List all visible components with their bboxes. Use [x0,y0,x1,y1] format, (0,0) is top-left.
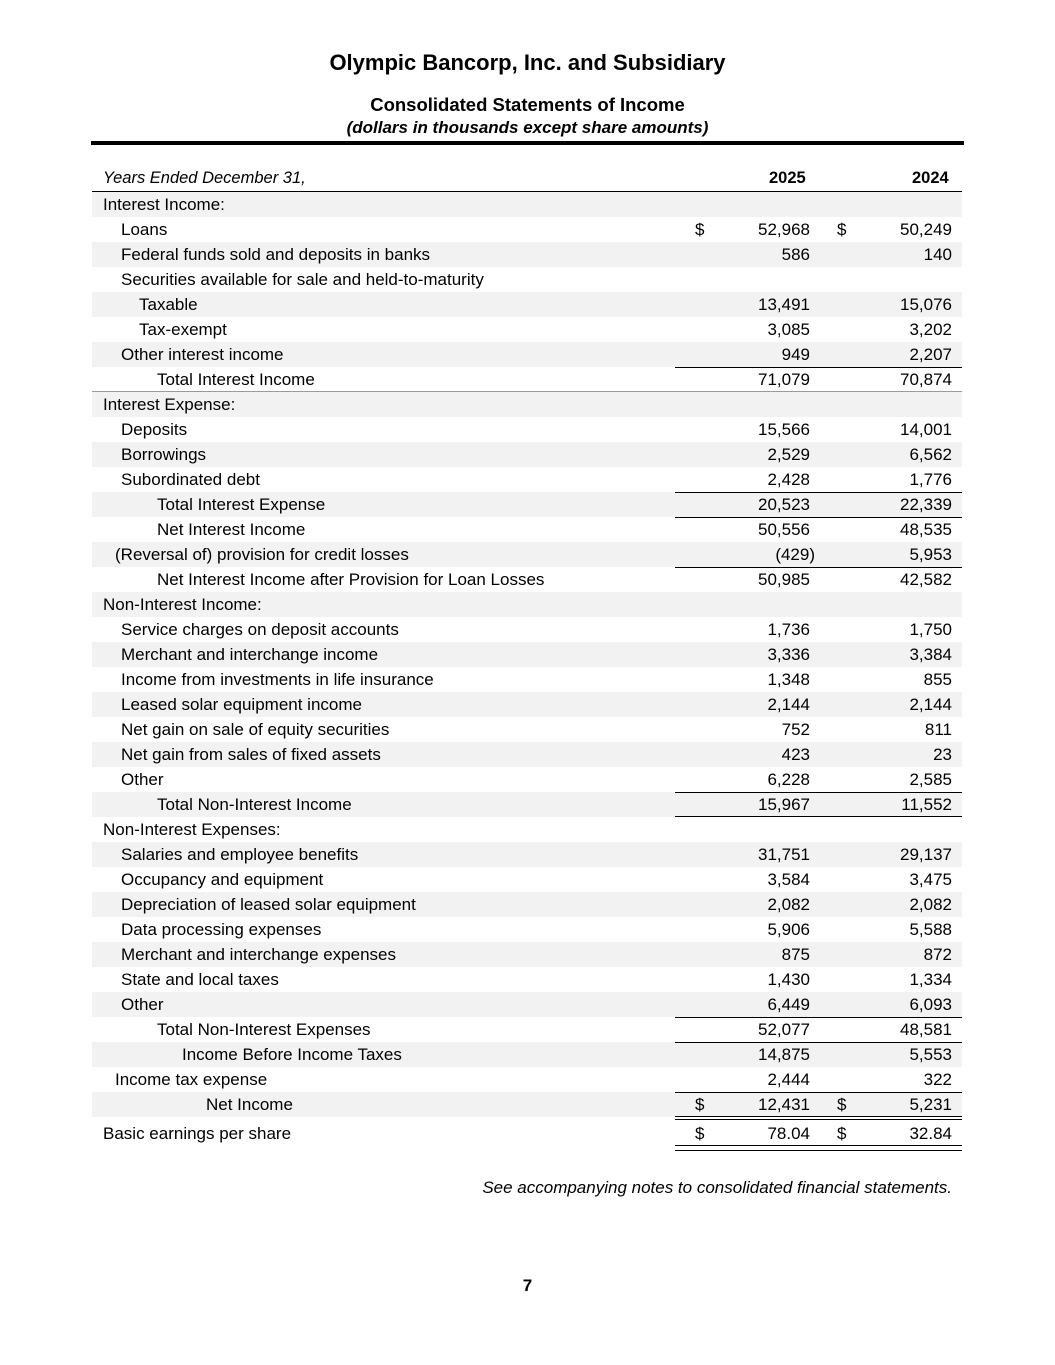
table-row [92,642,962,667]
value-2025: 15,967 [758,795,810,814]
currency-symbol: $ [695,220,705,239]
row-label: Total Interest Expense [157,495,326,514]
value-2024: 872 [923,945,952,964]
row-label: Interest Expense: [103,395,236,414]
table-row [92,442,962,467]
row-label: Federal funds sold and deposits in banks [121,245,431,264]
value-2025: (429) [775,545,815,564]
row-label: Merchant and interchange income [121,645,379,664]
table-row [92,767,962,792]
value-2025: 5,906 [767,920,810,939]
row-label: Net Interest Income [157,520,306,539]
table-row [92,892,962,917]
row-label: (Reversal of) provision for credit losses [115,545,409,564]
value-2025: 50,985 [758,570,810,589]
value-2024: 48,581 [900,1020,952,1039]
value-2024: 6,562 [909,445,952,464]
header-rule [91,141,964,145]
value-2025: 52,968 [758,220,810,239]
years-label: Years Ended December 31, [103,169,306,187]
table-row [92,242,962,267]
section-interest-income [92,192,962,217]
value-2024: 29,137 [900,845,952,864]
statement-title: Consolidated Statements of Income [370,94,685,115]
row-label: Subordinated debt [121,470,260,489]
row-label: Leased solar equipment income [121,695,362,714]
value-2025: 423 [781,745,810,764]
row-label: Net gain from sales of fixed assets [121,745,381,764]
row-label: Securities available for sale and held-to-maturity [121,270,484,289]
value-2024: 5,953 [909,545,952,564]
section-non-interest-income [92,592,962,617]
value-2024: 2,144 [909,695,952,714]
value-2025: 71,079 [758,370,810,389]
total-row [92,567,962,592]
total-row [92,517,962,542]
value-2024: 14,001 [900,420,952,439]
row-label: Net Interest Income after Provision for Loan Losses [157,570,545,589]
value-2024: 1,750 [909,620,952,639]
value-2025: 2,444 [767,1070,810,1089]
double-underline [675,1145,962,1151]
value-2024: 322 [923,1070,952,1089]
table-row [92,417,962,442]
currency-symbol: $ [695,1124,705,1143]
row-label: Data processing expenses [121,920,322,939]
value-2024: 855 [923,670,952,689]
row-label: Total Non-Interest Income [157,795,352,814]
currency-symbol: $ [837,1095,847,1114]
row-label: Other interest income [121,345,284,364]
page-number: 7 [522,1276,533,1295]
value-2025: 50,556 [758,520,810,539]
table-row [92,542,962,567]
value-2024: 1,776 [909,470,952,489]
row-label: Income tax expense [115,1070,268,1089]
table-header [92,167,962,192]
table-row [92,467,962,492]
row-label: Taxable [139,295,198,314]
value-2024: 3,202 [909,320,952,339]
value-2024: 48,535 [900,520,952,539]
earnings-per-share-row [92,1117,962,1151]
value-2025: 31,751 [758,845,810,864]
row-label: Salaries and employee benefits [121,845,359,864]
value-2025: 1,736 [767,620,810,639]
table-row [92,717,962,742]
value-2025: 20,523 [758,495,810,514]
row-label: Total Interest Income [157,370,315,389]
value-2025: 13,491 [758,295,810,314]
value-2025: 6,228 [767,770,810,789]
company-name: Olympic Bancorp, Inc. and Subsidiary [329,50,726,75]
table-row [92,317,962,342]
statement-subtitle: (dollars in thousands except share amounts) [346,118,709,137]
table-row [92,842,962,867]
table-row [92,992,962,1017]
row-label: Other [121,995,164,1014]
net-income-row [92,1092,962,1117]
row-label: State and local taxes [121,970,279,989]
table-row [92,942,962,967]
value-2024: 6,093 [909,995,952,1014]
value-2025: 6,449 [767,995,810,1014]
eps-2024: 32.84 [909,1124,952,1143]
value-2024: 2,082 [909,895,952,914]
value-2024: 811 [924,720,952,739]
value-2025: 52,077 [758,1020,810,1039]
value-2024: 42,582 [900,570,952,589]
row-label: Income Before Income Taxes [182,1045,402,1064]
row-label: Non-Interest Income: [103,595,262,614]
total-row [92,367,962,392]
section-interest-expense [92,392,962,417]
row-label: Net Income [206,1095,293,1114]
table-row [92,1067,962,1092]
row-label: Loans [121,220,168,239]
total-row [92,1017,962,1042]
table-row [92,692,962,717]
row-label: Net gain on sale of equity securities [121,720,390,739]
value-2024: 5,553 [909,1045,952,1064]
value-2025: 2,082 [767,895,810,914]
value-2025: 1,348 [767,670,810,689]
table-row [92,967,962,992]
total-row [92,492,962,517]
table-row [92,917,962,942]
total-row [92,792,962,817]
table-row [92,742,962,767]
currency-symbol: $ [837,220,847,239]
table-row [92,267,962,292]
total-row [92,1042,962,1067]
year-2025-header: 2025 [769,169,806,187]
value-2025: 14,875 [758,1045,810,1064]
value-2025: 12,431 [758,1095,810,1114]
row-label: Total Non-Interest Expenses [157,1020,371,1039]
currency-symbol: $ [837,1124,847,1143]
value-2024: 22,339 [900,495,952,514]
row-label: Merchant and interchange expenses [121,945,397,964]
table-row [92,867,962,892]
year-2024-header: 2024 [912,169,949,187]
footnote: See accompanying notes to consolidated financial statements. [482,1178,952,1197]
section-non-interest-expenses [92,817,962,842]
value-2024: 1,334 [909,970,952,989]
row-label: Occupancy and equipment [121,870,324,889]
row-label: Deposits [121,420,188,439]
income-statement-table [92,167,962,1151]
value-2025: 15,566 [758,420,810,439]
value-2025: 3,085 [767,320,810,339]
row-label: Basic earnings per share [103,1124,292,1143]
value-2024: 5,588 [909,920,952,939]
table-row [92,617,962,642]
value-2025: 3,584 [767,870,810,889]
eps-2025: 78.04 [767,1124,810,1143]
row-label: Other [121,770,164,789]
value-2024: 3,384 [909,645,952,664]
value-2025: 2,529 [767,445,810,464]
table-row [92,667,962,692]
value-2025: 752 [781,720,810,739]
row-label: Depreciation of leased solar equipment [121,895,416,914]
value-2025: 2,144 [767,695,810,714]
value-2024: 23 [933,745,952,764]
row-label: Non-Interest Expenses: [103,820,281,839]
value-2024: 3,475 [909,870,952,889]
value-2024: 70,874 [900,370,952,389]
row-label: Borrowings [121,445,207,464]
value-2024: 140 [923,245,952,264]
value-2025: 1,430 [767,970,810,989]
row-label: Interest Income: [103,195,225,214]
value-2024: 5,231 [909,1095,952,1114]
row-label: Tax-exempt [139,320,227,339]
value-2024: 15,076 [900,295,952,314]
value-2025: 586 [781,245,810,264]
currency-symbol: $ [695,1095,705,1114]
table-row [92,342,962,367]
value-2025: 949 [781,345,810,364]
value-2024: 11,552 [901,795,952,814]
table-row [92,292,962,317]
table-row [92,217,962,242]
value-2024: 2,585 [909,770,952,789]
value-2025: 2,428 [767,470,810,489]
row-label: Income from investments in life insurance [121,670,434,689]
row-label: Service charges on deposit accounts [121,620,399,639]
value-2025: 3,336 [767,645,810,664]
value-2024: 50,249 [900,220,952,239]
value-2025: 875 [781,945,810,964]
value-2024: 2,207 [909,345,952,364]
